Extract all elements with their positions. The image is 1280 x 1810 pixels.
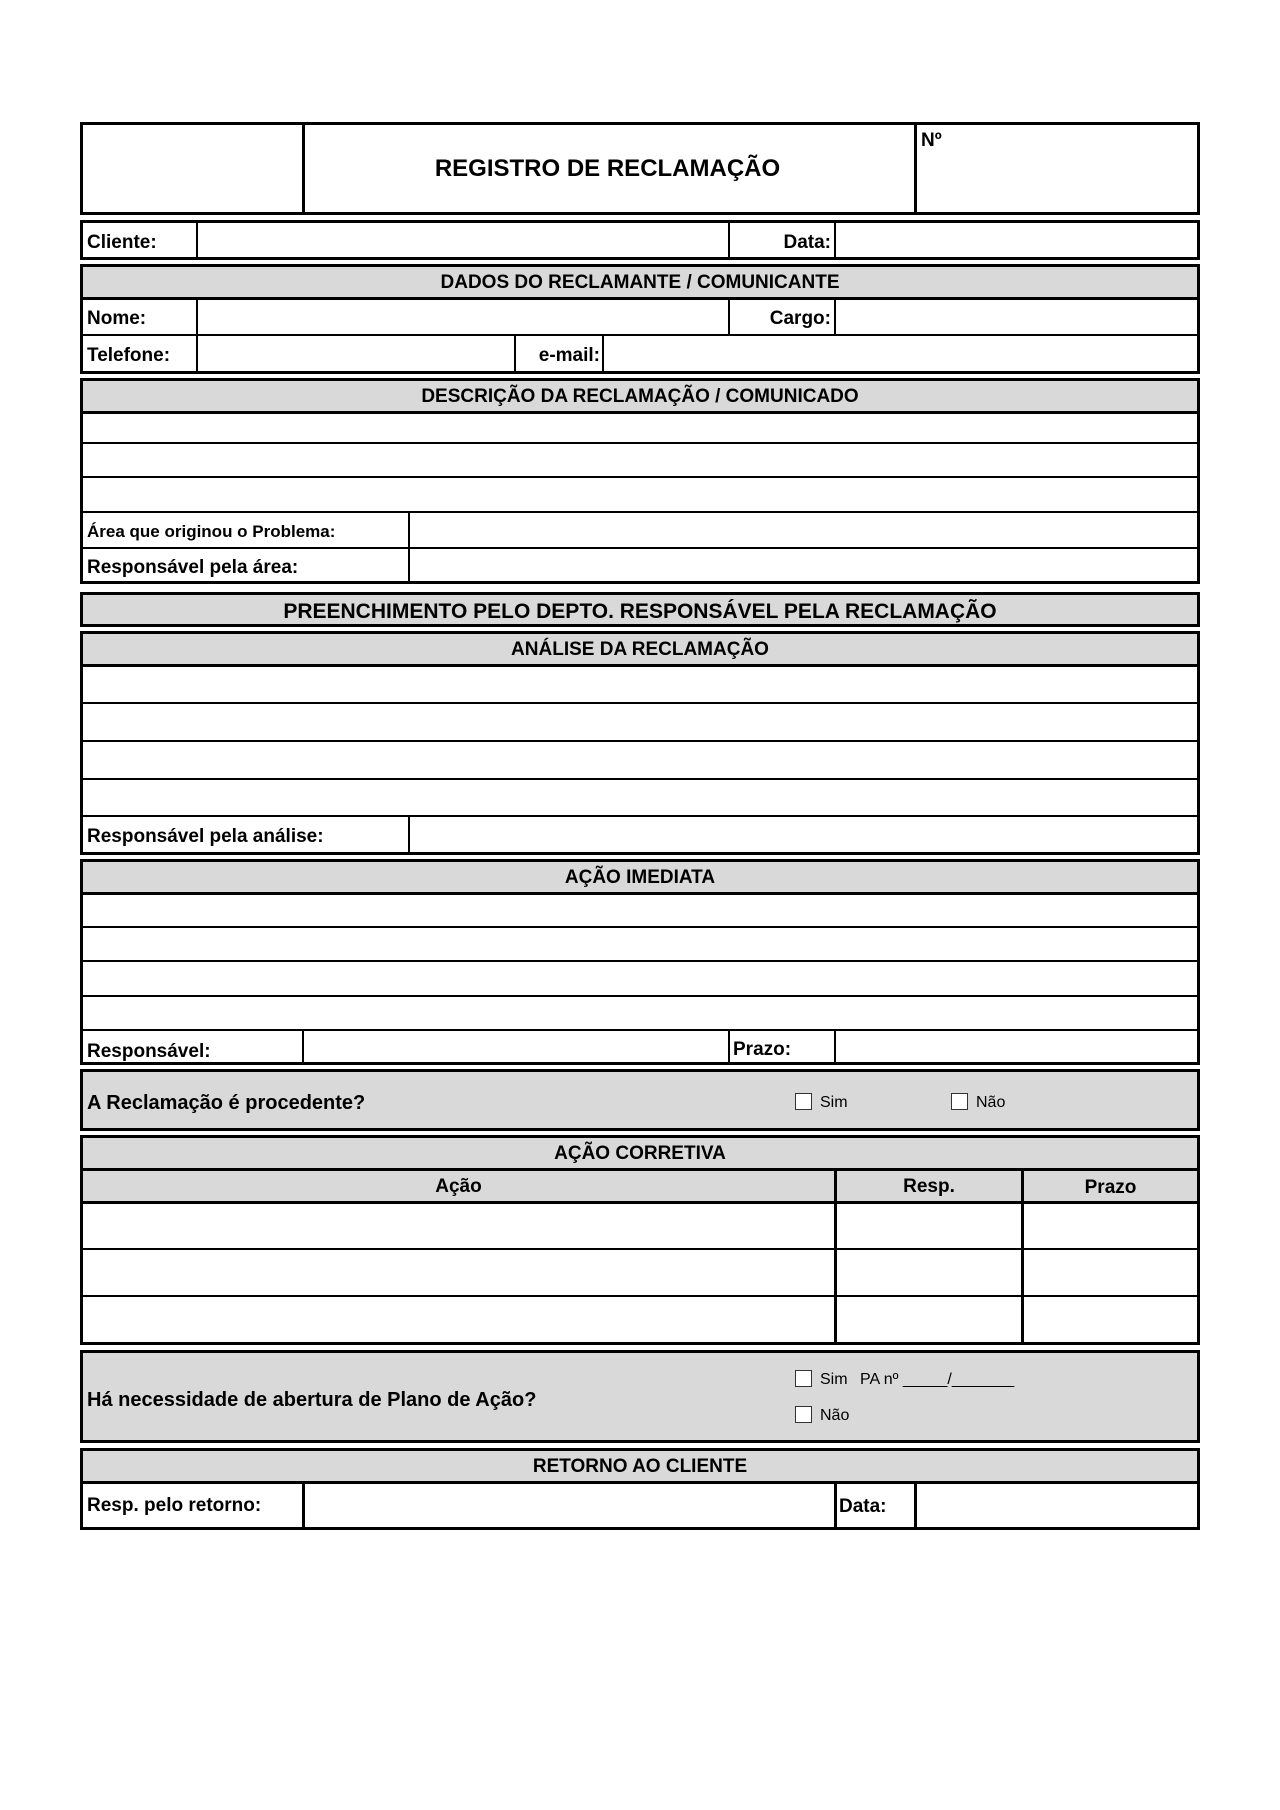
action-plan-yes-checkbox[interactable] xyxy=(795,1370,812,1387)
corrective-row-3-resp[interactable] xyxy=(837,1297,1021,1342)
form-header xyxy=(80,122,1200,215)
analysis-line-1[interactable] xyxy=(83,667,1197,702)
description-section xyxy=(80,378,1200,584)
role-label: Cargo: xyxy=(769,308,831,329)
client-return-section xyxy=(80,1448,1200,1530)
action-plan-no-checkbox[interactable] xyxy=(795,1406,812,1423)
corrective-row-2-prazo[interactable] xyxy=(1024,1250,1197,1295)
corrective-row-3-prazo[interactable] xyxy=(1024,1297,1197,1342)
analysis-line-2[interactable] xyxy=(83,704,1197,740)
corrective-action-section xyxy=(80,1135,1200,1345)
procedente-question: A Reclamação é procedente? xyxy=(87,1092,366,1114)
analysis-line-3[interactable] xyxy=(83,742,1197,778)
corrective-row-1-acao[interactable] xyxy=(83,1204,834,1248)
procedente-no-checkbox[interactable] xyxy=(951,1093,968,1110)
claimant-heading: DADOS DO RECLAMANTE / COMUNICANTE xyxy=(440,272,840,293)
date-field[interactable] xyxy=(836,223,1197,257)
analysis-responsible-field[interactable] xyxy=(410,817,1197,852)
dept-banner-text: PREENCHIMENTO PELO DEPTO. RESPONSÁVEL PELA RECLAMAÇÃO xyxy=(283,600,997,623)
analysis-heading: ANÁLISE DA RECLAMAÇÃO xyxy=(511,639,769,660)
return-date-label: Data: xyxy=(839,1496,887,1517)
area-label: Área que originou o Problema: xyxy=(87,522,336,541)
analysis-responsible-label: Responsável pela análise: xyxy=(87,826,324,847)
procedente-yes-label: Sim xyxy=(820,1094,848,1111)
phone-field[interactable] xyxy=(198,336,514,371)
email-field[interactable] xyxy=(604,336,1197,371)
immediate-action-line-1[interactable] xyxy=(83,895,1197,926)
role-field[interactable] xyxy=(836,300,1197,334)
claimant-section xyxy=(80,264,1200,374)
return-date-field[interactable] xyxy=(917,1484,1197,1527)
name-label: Nome: xyxy=(87,308,147,329)
action-plan-pa-number[interactable]: PA nº _____/_______ xyxy=(860,1371,1015,1388)
description-line-3[interactable] xyxy=(83,478,1197,511)
action-plan-yes-label: Sim xyxy=(820,1371,848,1388)
form-number-field[interactable] xyxy=(917,125,1197,212)
col-header-prazo: Prazo xyxy=(1084,1177,1137,1198)
area-field[interactable] xyxy=(410,513,1197,547)
form-title: REGISTRO DE RECLAMAÇÃO xyxy=(434,155,781,182)
description-heading: DESCRIÇÃO DA RECLAMAÇÃO / COMUNICADO xyxy=(421,386,859,407)
immediate-action-section xyxy=(80,859,1200,1065)
client-label: Cliente: xyxy=(87,232,157,253)
action-plan-question: Há necessidade de abertura de Plano de Ação? xyxy=(87,1389,537,1411)
col-header-acao: Ação xyxy=(435,1176,482,1197)
analysis-section xyxy=(80,631,1200,855)
action-plan-section xyxy=(80,1350,1200,1443)
immediate-action-line-4[interactable] xyxy=(83,997,1197,1029)
corrective-row-2-acao[interactable] xyxy=(83,1250,834,1295)
date-label: Data: xyxy=(783,232,831,253)
client-row xyxy=(80,220,1200,260)
action-plan-no-label: Não xyxy=(820,1407,850,1424)
return-responsible-label: Resp. pelo retorno: xyxy=(87,1495,262,1516)
form-number-label: Nº xyxy=(921,130,942,151)
procedente-no-label: Não xyxy=(976,1094,1006,1111)
corrective-row-1-prazo[interactable] xyxy=(1024,1204,1197,1248)
corrective-row-2-resp[interactable] xyxy=(837,1250,1021,1295)
dept-banner xyxy=(80,592,1200,627)
immediate-responsible-field[interactable] xyxy=(304,1031,730,1062)
area-responsible-label: Responsável pela área: xyxy=(87,557,299,578)
area-responsible-field[interactable] xyxy=(410,549,1197,581)
immediate-deadline-field[interactable] xyxy=(836,1031,1197,1062)
name-field[interactable] xyxy=(198,300,728,334)
corrective-row-1-resp[interactable] xyxy=(837,1204,1021,1248)
client-return-heading: RETORNO AO CLIENTE xyxy=(532,1456,748,1477)
corrective-action-heading: AÇÃO CORRETIVA xyxy=(554,1143,726,1164)
email-label: e-mail: xyxy=(538,345,600,366)
logo-area xyxy=(83,125,302,212)
col-header-resp: Resp. xyxy=(903,1176,955,1197)
description-line-1[interactable] xyxy=(83,414,1197,442)
immediate-deadline-label: Prazo: xyxy=(733,1039,792,1060)
immediate-action-heading: AÇÃO IMEDIATA xyxy=(564,867,716,888)
immediate-action-line-2[interactable] xyxy=(83,928,1197,960)
phone-label: Telefone: xyxy=(87,345,171,366)
description-line-2[interactable] xyxy=(83,444,1197,476)
procedente-yes-checkbox[interactable] xyxy=(795,1093,812,1110)
analysis-line-4[interactable] xyxy=(83,780,1197,815)
immediate-action-line-3[interactable] xyxy=(83,962,1197,995)
immediate-responsible-label: Responsável: xyxy=(87,1041,211,1062)
client-field[interactable] xyxy=(198,223,728,257)
return-responsible-field[interactable] xyxy=(305,1484,834,1527)
corrective-row-3-acao[interactable] xyxy=(83,1297,834,1342)
procedente-section xyxy=(80,1069,1200,1131)
